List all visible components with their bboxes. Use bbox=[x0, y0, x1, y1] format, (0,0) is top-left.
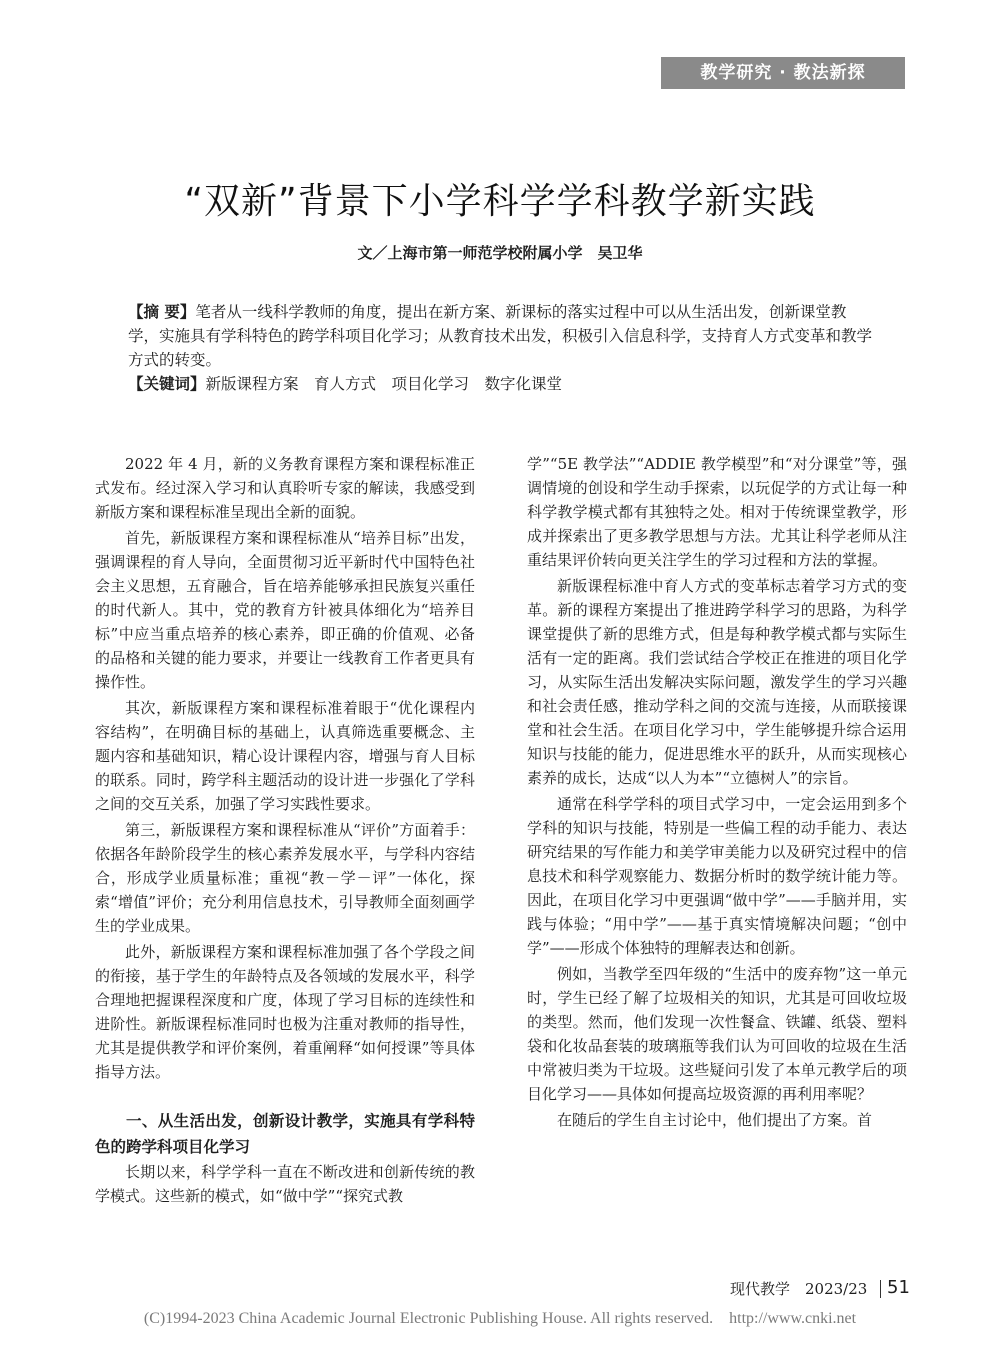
keywords-label: 【关键词】 bbox=[128, 375, 206, 393]
paragraph: 首先，新版课程方案和课程标准从“培养目标”出发，强调课程的育人导向，全面贯彻习近平新时代中国特色社会主义思想，五育融合，旨在培养能够承担民族复兴重任的时代新人。其中，党的教育方针被具体细化为“培养目标”中应当重点培养的核心素养，即正确的价值观、必备的品格和关键的能力要求，并要让一线教育工作者更具有操作性。 bbox=[95, 529, 475, 691]
paragraph: 新版课程标准中育人方式的变革标志着学习方式的变革。新的课程方案提出了推进跨学科学习的思路，为科学课堂提供了新的思维方式，但是每种教学模式都与实际生活有一定的距离。我们尝试结合学校正在推进的项目化学习，从实际生活出发解决实际问题，激发学生的学习兴趣和社会责任感，推动学科之间的交流与连接，从而联接课堂和社会生活。在项目化学习中，学生能够提升综合运用知识与技能的能力，促进思维水平的跃升，从而实现核心素养的成长，达成“以人为本”“立德树人”的宗旨。 bbox=[527, 577, 907, 787]
keywords-text: 新版课程方案 育人方式 项目化学习 数字化课堂 bbox=[205, 375, 563, 393]
section-heading: 一、从生活出发，创新设计教学，实施具有学科特色的跨学科项目化学习 bbox=[95, 1112, 475, 1156]
article-title: “双新”背景下小学科学学科教学新实践 bbox=[184, 181, 816, 222]
paragraph: 例如，当教学至四年级的“生活中的废弃物”这一单元时，学生已经了解了垃圾相关的知识，尤其是可回收垃圾的类型。然而，他们发现一次性餐盒、铁罐、纸袋、塑料袋和化妆品套装的玻璃瓶等我们认为可回收的垃圾在生活中常被归类为干垃圾。这些疑问引发了本单元教学后的项目化学习——具体如何提高垃圾资源的再利用率呢？ bbox=[527, 965, 907, 1103]
paragraph: 通常在科学学科的项目式学习中，一定会运用到多个学科的知识与技能，特别是一些偏工程的动手能力、表达研究结果的写作能力和美学审美能力以及研究过程中的信息技术和科学观察能力、数据分析时的数学统计能力等。因此，在项目化学习中更强调“做中学”——手脑并用，实践与体验；“用中学”——基于真实情境解决问题；“创中学”——形成个体独特的理解表达和创新。 bbox=[527, 795, 907, 957]
section-tag: 教学研究 · 教法新探 bbox=[661, 57, 905, 89]
body-column-left bbox=[95, 452, 475, 1210]
page-number: 51 bbox=[887, 1277, 910, 1298]
article-byline: 文／上海市第一师范学校附属小学 吴卫华 bbox=[357, 244, 643, 262]
abstract-text: 笔者从一线科学教师的角度，提出在新方案、新课标的落实过程中可以从生活出发，创新课堂教学，实施具有学科特色的跨学科项目化学习；从教育技术出发，积极引入信息科学，支持育人方式变革和教学方式的转变。 bbox=[128, 303, 873, 369]
footer-divider bbox=[880, 1280, 881, 1298]
keywords bbox=[128, 372, 873, 396]
body-column-right bbox=[527, 452, 907, 1134]
paragraph: 2022 年 4 月，新的义务教育课程方案和课程标准正式发布。经过深入学习和认真聆听专家的解读，我感受到新版方案和课程标准呈现出全新的面貌。 bbox=[95, 455, 475, 521]
abstract-block bbox=[128, 300, 873, 396]
journal-issue: 现代教学 2023/23 bbox=[730, 1280, 868, 1298]
paragraph: 在随后的学生自主讨论中，他们提出了方案。首 bbox=[557, 1111, 873, 1129]
paragraph: 第三，新版课程方案和课程标准从“评价”方面着手：依据各年龄阶段学生的核心素养发展水平，与学科内容结合，形成学业质量标准；重视“教－学－评”一体化，探索“增值”评价；充分利用信息技术，引导教师全面刻画学生的学业成果。 bbox=[95, 821, 475, 935]
paragraph: 长期以来，科学学科一直在不断改进和创新传统的教学模式。这些新的模式，如“做中学”“探究式教 bbox=[95, 1163, 475, 1205]
paragraph: 此外，新版课程方案和课程标准加强了各个学段之间的衔接，基于学生的年龄特点及各领域的发展水平，科学合理地把握课程深度和广度，体现了学习目标的连续性和进阶性。新版课程标准同时也极为注重对教师的指导性，尤其是提供教学和评价案例，着重阐释“如何授课”等具体指导方法。 bbox=[95, 943, 475, 1081]
paragraph: 其次，新版课程方案和课程标准着眼于“优化课程内容结构”，在明确目标的基础上，认真筛选重要概念、主题内容和基础知识，精心设计课程内容，增强与育人目标的联系。同时，跨学科主题活动的设计进一步强化了学科之间的交互关系，加强了学习实践性要求。 bbox=[95, 699, 475, 813]
copyright-notice: (C)1994-2023 China Academic Journal Electronic Publishing House. All rights reserved. http://www.cnki.net bbox=[143, 1310, 857, 1327]
abstract bbox=[128, 300, 873, 372]
paragraph-continued: 学”“5E 教学法”“ADDIE 教学模型”和“对分课堂”等，强调情境的创设和学生动手探索，以玩促学的方式让每一种科学教学模式都有其独特之处。相对于传统课堂教学，形成并探索出了更多教学思想与方法。尤其让科学老师从注重结果评价转向更关注学生的学习过程和方法的掌握。 bbox=[527, 455, 907, 569]
abstract-label: 【摘 要】 bbox=[128, 303, 196, 321]
